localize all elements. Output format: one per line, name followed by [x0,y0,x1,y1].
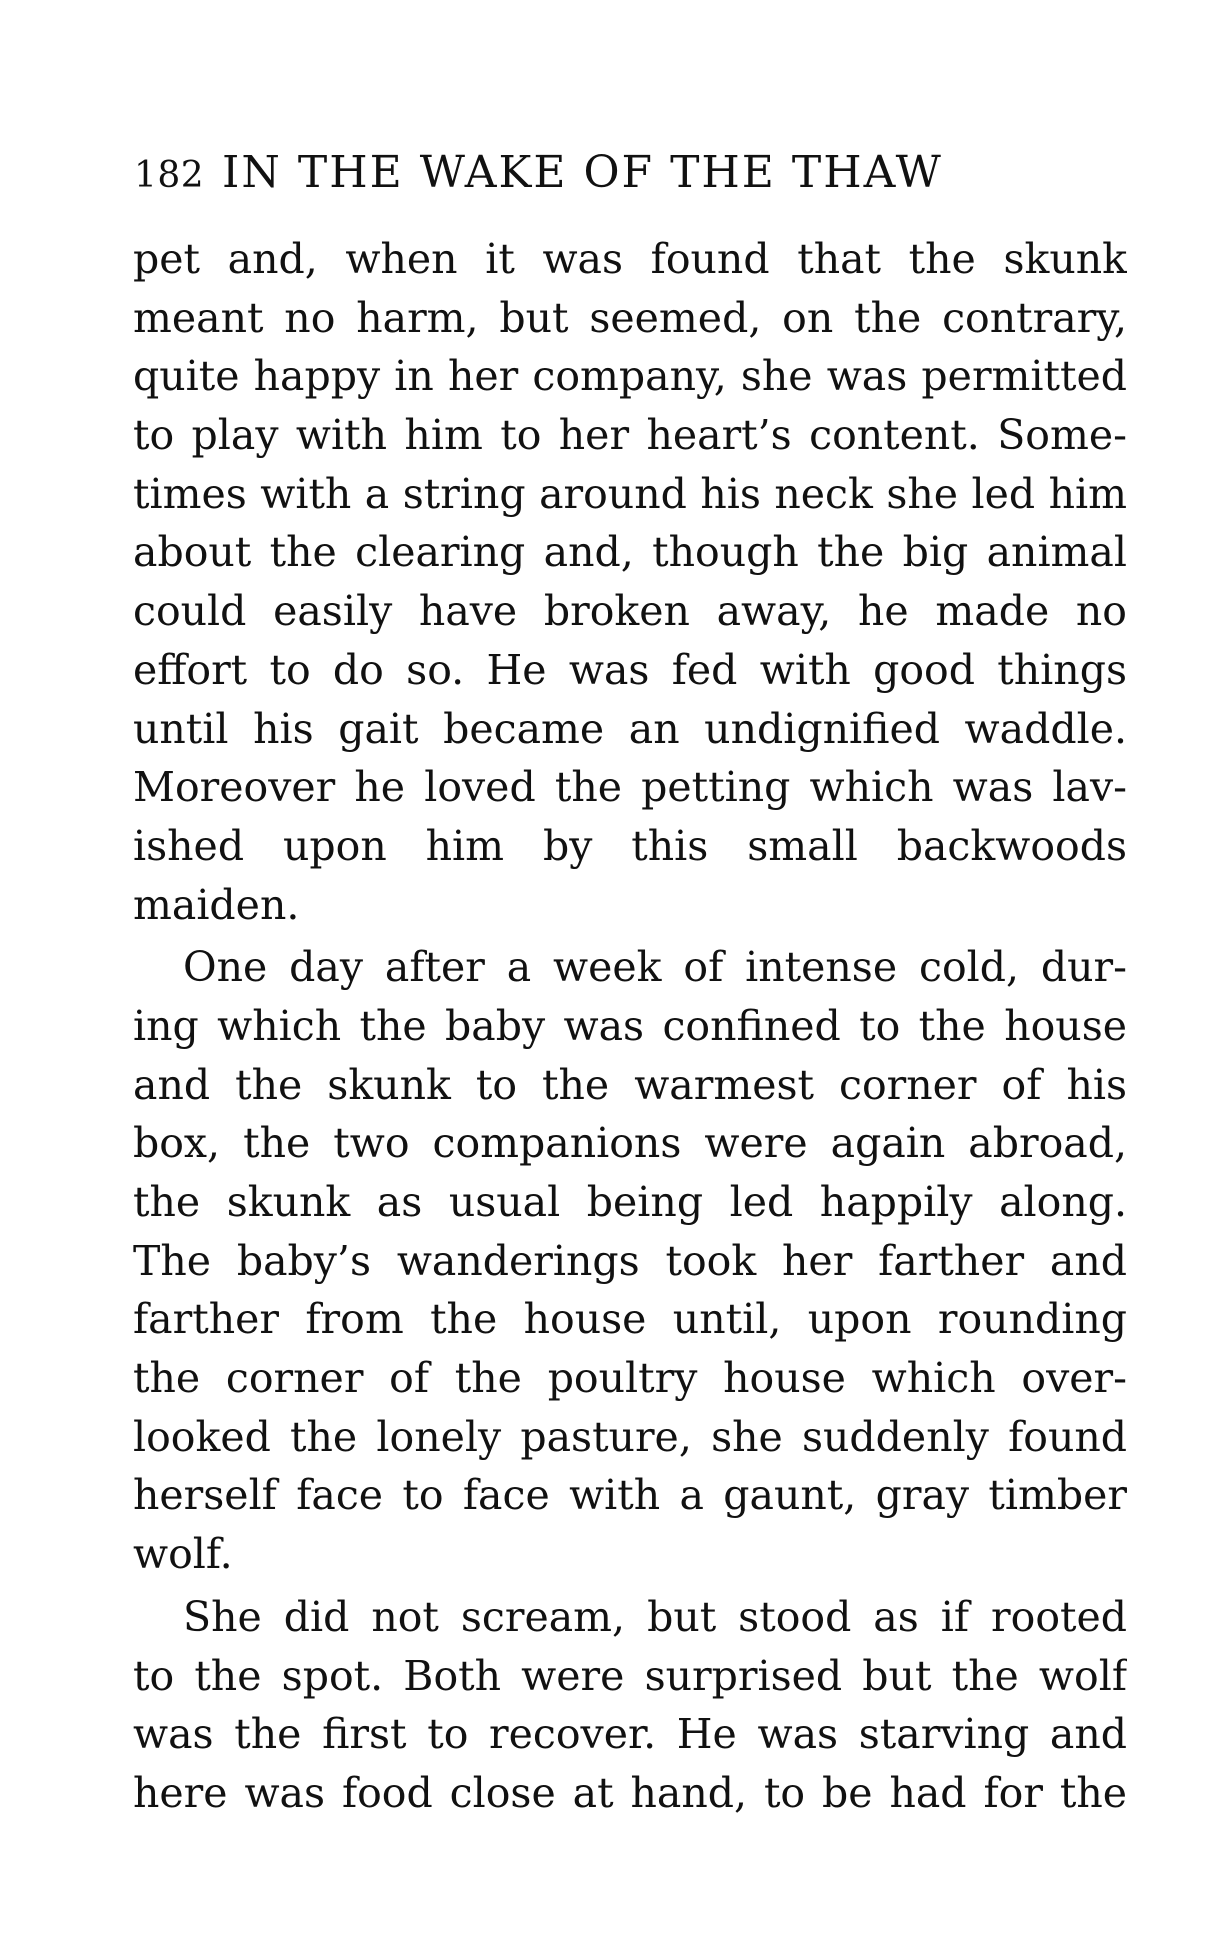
text-line: could easily have broken away, he made no [133,587,1127,636]
text-line: She did not scream, but stood as if rooted [183,1592,1127,1641]
text-line: The baby’s wanderings took her farther and [133,1236,1127,1285]
text-line: farther from the house until, upon rounding [133,1295,1127,1344]
paragraph-3 [133,1588,1127,1823]
text-line: pet and, when it was found that the skunk [133,235,1127,283]
page-number: 182 [134,155,205,196]
body-text [133,230,1127,1823]
text-line: times with a string around his neck she led him [133,469,1127,518]
text-line: ished upon him by this small backwoods [133,821,1127,870]
text-line: One day after a week of intense cold, dur- [183,943,1127,992]
paragraph-2 [133,938,1127,1584]
text-line: the skunk as usual being led happily along. [133,1178,1127,1226]
text-line: until his gait became an undignified waddle. [133,704,1127,753]
text-line: quite happy in her company, she was permitted [133,352,1127,401]
text-line: Moreover he loved the petting which was lav- [133,763,1127,812]
text-line: meant no harm, but seemed, on the contrary, [133,293,1127,342]
text-line: box, the two companions were again abroad, [133,1119,1127,1168]
paragraph-1 [133,230,1127,934]
text-line: ing which the baby was confined to the house [133,1001,1127,1050]
text-line: to the spot. Both were surprised but the wolf [133,1651,1127,1700]
text-line: effort to do so. He was fed with good things [133,645,1127,694]
text-line: here was food close at hand, to be had for the [133,1768,1127,1817]
text-line: wolf. [133,1530,233,1579]
text-line: and the skunk to the warmest corner of his [133,1060,1127,1109]
text-line: looked the lonely pasture, she suddenly found [133,1412,1127,1461]
running-title: IN THE WAKE OF THE THAW [222,147,943,198]
text-line: to play with him to her heart’s content. Some- [133,411,1127,460]
text-line: the corner of the poultry house which over- [133,1354,1127,1403]
running-head [134,145,1124,201]
text-line: about the clearing and, though the big animal [133,528,1127,577]
text-line: maiden. [133,880,300,929]
text-line: was the first to recover. He was starving and [133,1710,1127,1759]
text-line: herself face to face with a gaunt, gray timber [133,1471,1127,1520]
